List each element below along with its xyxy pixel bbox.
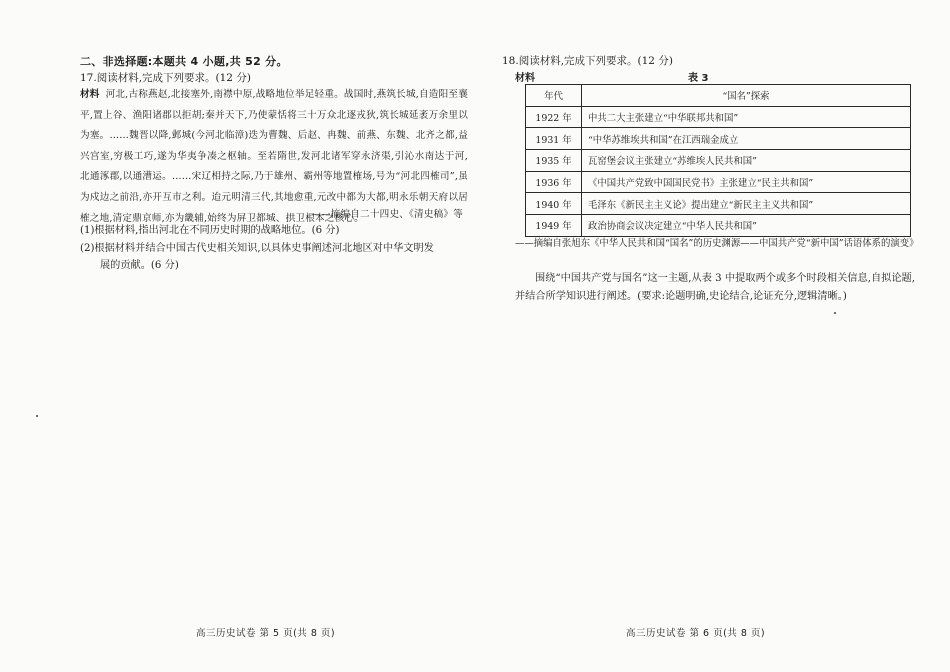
material-text: 河北,古称燕赵,北接塞外,南襟中原,战略地位举足轻重。战国时,燕筑长城,自造阳至襄平,置上谷、渔阳诸郡以拒胡;秦并天下,乃使蒙恬将三十万众北逐戎狄,筑长城延袤万余里以为塞。……魏晋以降,邺城(今河北临漳)迭为曹魏、后赵、冉魏、前燕、东魏、北齐之都,益兴宫室,穷极工巧,遂为华夷争凑之枢轴。至若隋世,发河北诸军穿永济渠,引沁水南达于河,北通涿郡,以通漕运。……宋辽相持之际,乃于雄州、霸州等地置榷场,号为“河北四榷司”,虽为戍边之前沿,亦开互市之利。迨元明清三代,其地愈重,元改中都为大都,明永乐朝天府以居榷之地,清定鼎京师,亦为畿辅,始终为屏卫都城、拱卫根本之核心。	[80, 89, 468, 224]
material-label: 材料	[515, 73, 535, 84]
right-page	[475, 0, 950, 672]
table-3	[525, 84, 911, 237]
table-row	[526, 106, 911, 128]
table-cell-year: 1931 年	[526, 128, 582, 150]
table-row	[526, 128, 911, 150]
section-title: 二、非选择题:本题共 4 小题,共 52 分。	[80, 55, 288, 68]
page-footer-left: 高三历史试卷 第 5 页(共 8 页)	[196, 628, 336, 639]
question-18-source: ——摘编自张旭东《中华人民共和国“国名”的历史渊源——中国共产党“新中国”话语体系的演变》	[515, 238, 919, 249]
scan-speck	[834, 312, 836, 314]
scan-speck	[36, 415, 38, 417]
table-cell-year: 1936 年	[526, 171, 582, 193]
page-footer-right: 高三历史试卷 第 6 页(共 8 页)	[626, 628, 766, 639]
table-cell-event: 政治协商会议决定建立“中华人民共和国”	[582, 215, 911, 237]
material-label: 材料	[80, 89, 100, 100]
question-18-prompt: 围绕“中国共产党与国名”这一主题,从表 3 中提取两个或多个时段相关信息,自拟论题,并结合所学知识进行阐述。(要求:论题明确,史论结合,论证充分,逻辑清晰。)	[515, 273, 915, 302]
question-17-source: ——摘编自二十四史、《清史稿》等	[311, 209, 463, 220]
table-row	[526, 150, 911, 172]
question-17-sub-2	[80, 240, 470, 274]
table-cell-event: 瓦窑堡会议主张建立“苏维埃人民共和国”	[582, 150, 911, 172]
table-header-row	[526, 85, 911, 107]
question-17-sub-2-line-2: 展的贡献。(6 分)	[100, 260, 179, 271]
table-cell-event: 中共二大主张建立“中华联邦共和国”	[582, 106, 911, 128]
table-cell-event: 毛泽东《新民主主义论》提出建立“新民主主义共和国”	[582, 193, 911, 215]
table-header-year: 年代	[526, 85, 582, 107]
table-caption: 表 3	[688, 73, 709, 84]
question-17-heading: 17.阅读材料,完成下列要求。(12 分)	[80, 72, 251, 84]
table-header-exploration: “国名”探索	[582, 85, 911, 107]
question-17-sub-1: (1)根据材料,指出河北在不同历史时期的战略地位。(6 分)	[80, 225, 340, 236]
table-cell-year: 1940 年	[526, 193, 582, 215]
table-cell-year: 1935 年	[526, 150, 582, 172]
table-row	[526, 215, 911, 237]
question-17-sub-2-line-1: (2)根据材料并结合中国古代史相关知识,以具体史事阐述河北地区对中华文明发	[80, 243, 434, 254]
question-18-heading: 18.阅读材料,完成下列要求。(12 分)	[502, 55, 673, 67]
table-cell-year: 1949 年	[526, 215, 582, 237]
table-cell-event: 《中国共产党致中国国民党书》主张建立“民主共和国”	[582, 171, 911, 193]
table-row	[526, 171, 911, 193]
table-cell-year: 1922 年	[526, 106, 582, 128]
table-row	[526, 193, 911, 215]
table-cell-event: “中华苏维埃共和国”在江西瑞金成立	[582, 128, 911, 150]
